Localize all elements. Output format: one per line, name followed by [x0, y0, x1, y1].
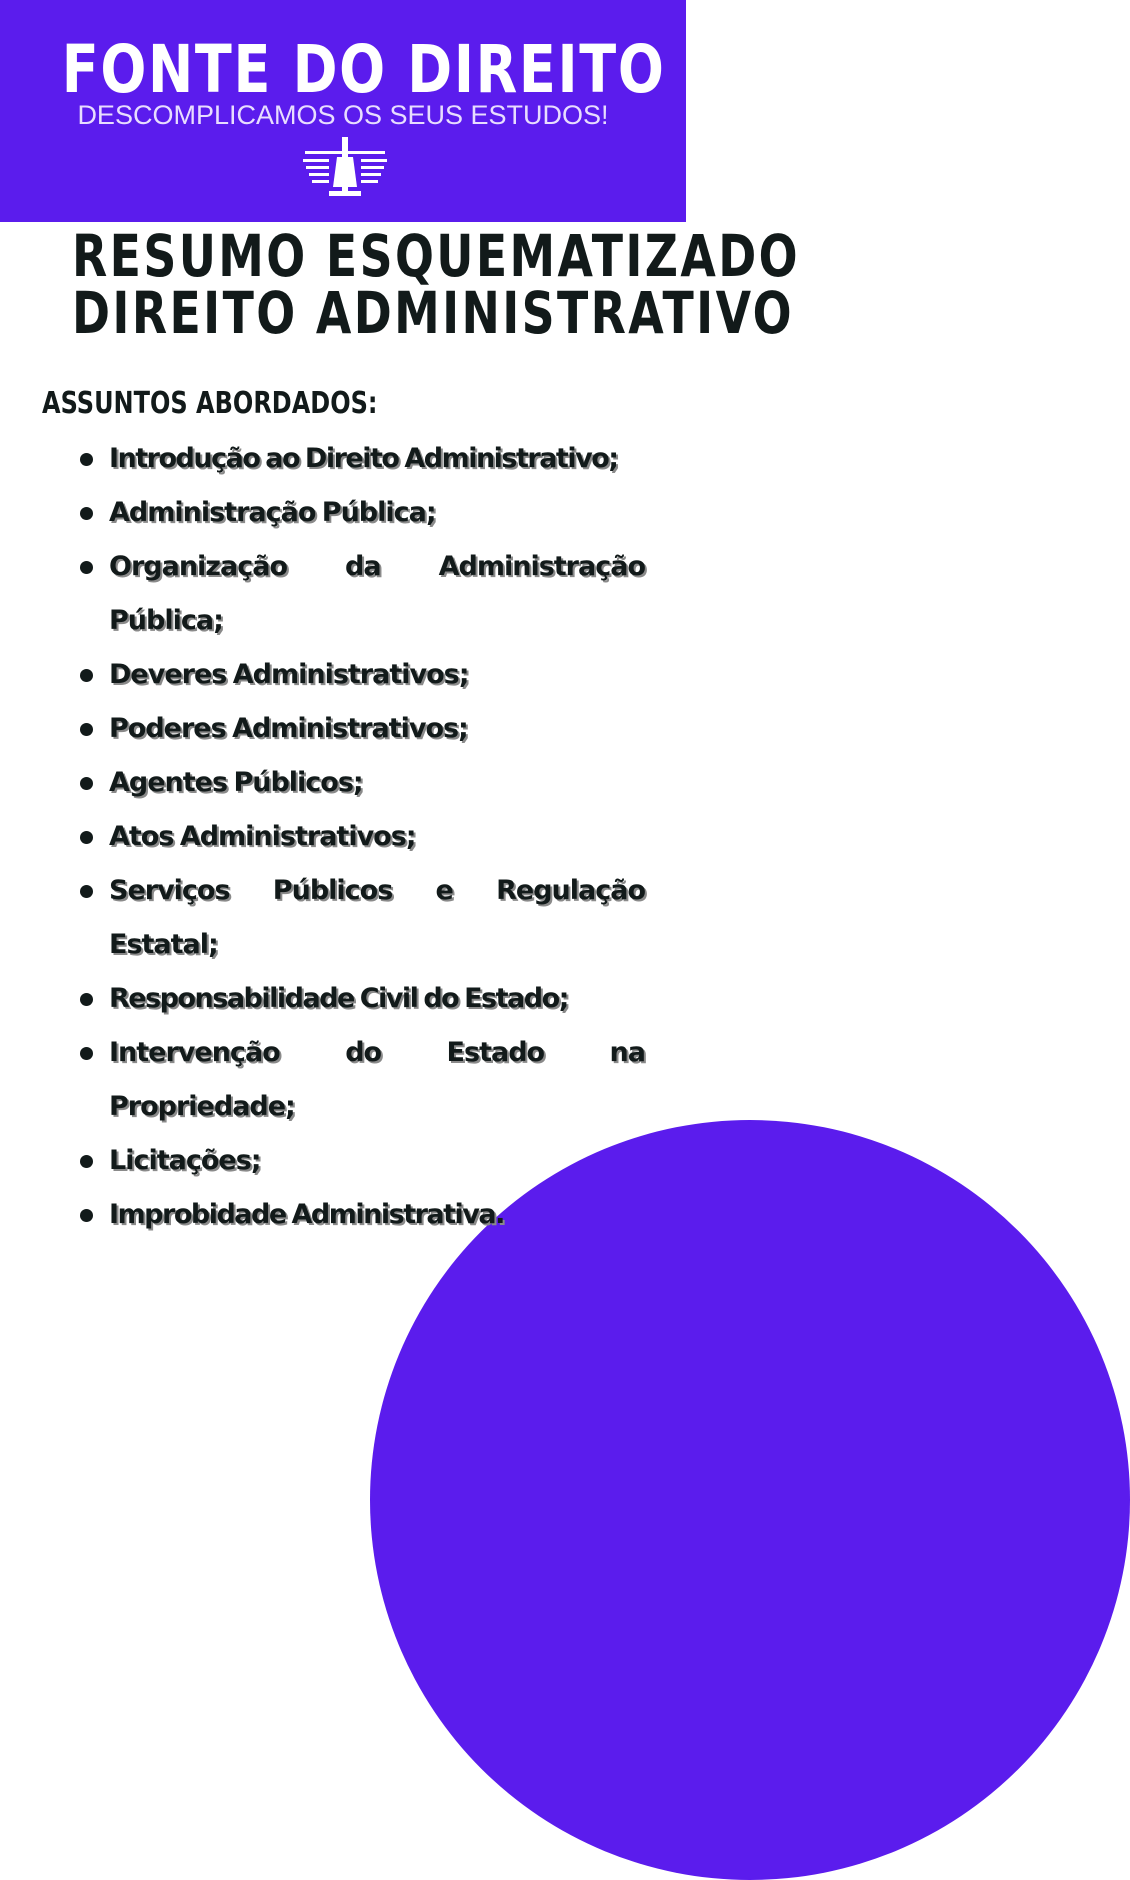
topic-text: Serviços Públicos e Regulação Estatal;	[109, 875, 645, 960]
brand-title: FONTE DO DIREITO	[61, 31, 666, 108]
list-item	[0, 486, 645, 540]
topic-text: Deveres Administrativos;	[109, 659, 469, 690]
brand-tagline: DESCOMPLICAMOS OS SEUS ESTUDOS!	[77, 100, 609, 130]
bullet-icon	[80, 993, 93, 1006]
topic-text: Poderes Administrativos;	[109, 713, 468, 744]
topic-text: Responsabilidade Civil do Estado;	[109, 983, 568, 1014]
list-item	[0, 540, 645, 648]
list-item	[0, 1188, 645, 1242]
list-item	[0, 864, 645, 972]
bullet-icon	[80, 885, 93, 898]
bullet-icon	[80, 561, 93, 574]
list-item	[0, 432, 645, 486]
topic-text: Administração Pública;	[109, 497, 436, 528]
list-item	[0, 648, 645, 702]
header-banner	[0, 0, 686, 222]
bullet-icon	[80, 507, 93, 520]
page-title	[0, 222, 800, 347]
bullet-icon	[80, 1209, 93, 1222]
list-item	[0, 972, 645, 1026]
bullet-icon	[80, 1047, 93, 1060]
section-label: ASSUNTOS ABORDADOS:	[42, 386, 378, 421]
bullet-icon	[80, 831, 93, 844]
topic-list	[0, 432, 686, 1242]
list-item	[0, 1026, 645, 1134]
bullet-icon	[80, 453, 93, 466]
topic-text: Improbidade Administrativa.	[109, 1199, 504, 1230]
topic-text: Licitações;	[109, 1145, 261, 1176]
topic-text: Intervenção do Estado na Propriedade;	[109, 1037, 645, 1122]
bullet-icon	[80, 723, 93, 736]
topic-text: Introdução ao Direito Administrativo;	[109, 443, 618, 474]
list-item	[0, 810, 645, 864]
scale-of-justice-icon	[303, 137, 387, 197]
topic-text: Atos Administrativos;	[109, 821, 416, 852]
bullet-icon	[80, 1155, 93, 1168]
title-line-1: RESUMO ESQUEMATIZADO	[72, 222, 800, 290]
list-item	[0, 756, 645, 810]
bullet-icon	[80, 669, 93, 682]
title-line-2: DIREITO ADMINISTRATIVO	[72, 279, 794, 347]
bullet-icon	[80, 777, 93, 790]
topic-text: Agentes Públicos;	[109, 767, 363, 798]
list-item	[0, 1134, 645, 1188]
topic-text: Organização da Administração Pública;	[109, 551, 645, 636]
list-item	[0, 702, 645, 756]
